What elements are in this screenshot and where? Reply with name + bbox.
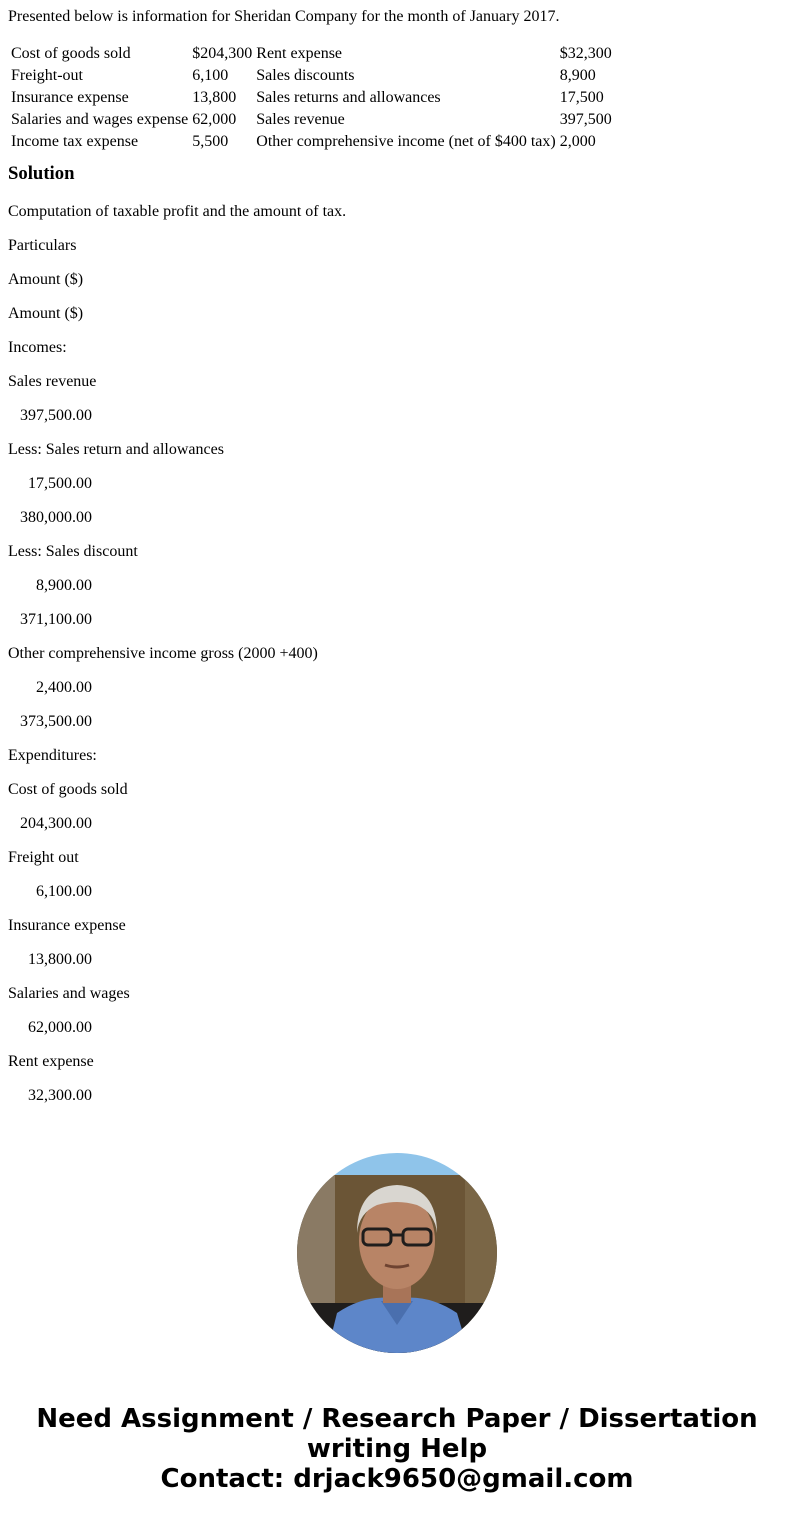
info-table-cell: $32,300	[559, 45, 612, 62]
promo-line-2: writing Help	[306, 1434, 488, 1464]
solution-line: Computation of taxable profit and the amount of tax.	[8, 203, 347, 220]
solution-line: Other comprehensive income gross (2000 +400)	[8, 645, 318, 662]
solution-lines	[8, 203, 346, 1121]
info-table-row	[10, 88, 613, 108]
solution-line: Particulars	[8, 237, 77, 254]
solution-line: Rent expense	[8, 1053, 94, 1070]
intro-text: Presented below is information for Sheridan Company for the month of January 2017.	[8, 8, 560, 25]
info-table-cell: Insurance expense	[11, 89, 129, 106]
solution-line: Less: Sales discount	[8, 543, 138, 560]
info-table-cell: Cost of goods sold	[11, 45, 131, 62]
solution-line: 380,000.00	[8, 509, 92, 526]
promo-line-3: Contact: drjack9650@gmail.com	[160, 1464, 634, 1494]
solution-line: 371,100.00	[8, 611, 92, 628]
info-table-cell: 6,100	[192, 67, 229, 84]
info-table-cell: 8,900	[559, 67, 596, 84]
solution-line: Incomes:	[8, 339, 67, 356]
info-table-cell: 5,500	[192, 133, 229, 150]
solution-line: Cost of goods sold	[8, 781, 128, 798]
info-table	[8, 42, 615, 154]
info-table-cell: Salaries and wages expense	[11, 111, 189, 128]
info-table-row	[10, 132, 613, 152]
solution-line: 62,000.00	[8, 1019, 92, 1036]
solution-line: Salaries and wages	[8, 985, 130, 1002]
info-table-cell: Income tax expense	[11, 133, 139, 150]
solution-line: 17,500.00	[8, 475, 92, 492]
info-table-row	[10, 66, 613, 86]
solution-line: Sales revenue	[8, 373, 97, 390]
solution-line: Amount ($)	[8, 305, 84, 322]
info-table-cell: 13,800	[192, 89, 237, 106]
info-table-cell: Rent expense	[256, 45, 343, 62]
info-table-row	[10, 44, 613, 64]
info-table-cell: $204,300	[192, 45, 253, 62]
solution-line: 6,100.00	[8, 883, 92, 900]
solution-line: Insurance expense	[8, 917, 126, 934]
info-table-cell: Sales revenue	[256, 111, 345, 128]
solution-line: 373,500.00	[8, 713, 92, 730]
info-table-cell: Freight-out	[11, 67, 83, 84]
info-table-cell: Sales returns and allowances	[256, 89, 441, 106]
author-avatar	[297, 1153, 497, 1353]
info-table-cell: 397,500	[559, 111, 612, 128]
solution-line: Less: Sales return and allowances	[8, 441, 224, 458]
solution-line: 13,800.00	[8, 951, 92, 968]
solution-line: 397,500.00	[8, 407, 92, 424]
person-photo-icon	[297, 1153, 497, 1353]
solution-line: 8,900.00	[8, 577, 92, 594]
solution-line: 2,400.00	[8, 679, 92, 696]
solution-line: Expenditures:	[8, 747, 97, 764]
solution-heading: Solution	[8, 163, 75, 184]
info-table-cell: Other comprehensive income (net of $400 tax)	[256, 133, 556, 150]
solution-line: 204,300.00	[8, 815, 92, 832]
solution-line: Freight out	[8, 849, 79, 866]
solution-line: Amount ($)	[8, 271, 84, 288]
info-table-cell: Sales discounts	[256, 67, 355, 84]
info-table-cell: 62,000	[192, 111, 237, 128]
info-table-cell: 17,500	[559, 89, 604, 106]
solution-line: 32,300.00	[8, 1087, 92, 1104]
info-table-row	[10, 110, 613, 130]
promo-line-1: Need Assignment / Research Paper / Dissertation	[36, 1404, 758, 1434]
promo-banner	[0, 1404, 794, 1494]
info-table-cell: 2,000	[559, 133, 596, 150]
